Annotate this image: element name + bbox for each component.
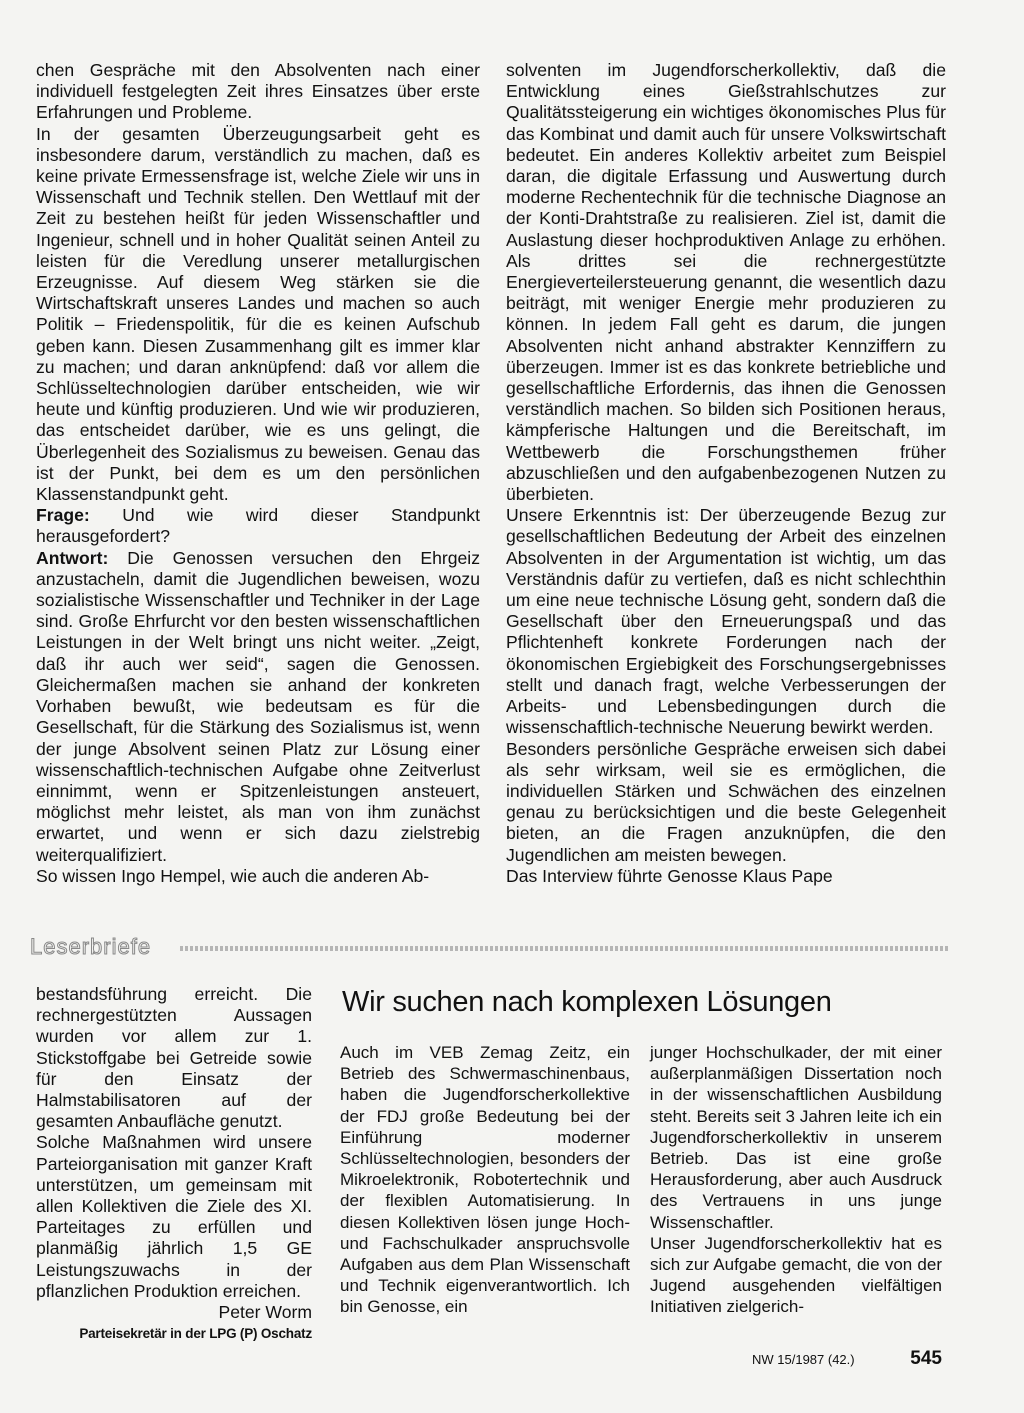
letter-column-previous bbox=[36, 984, 312, 1344]
letter-column-1 bbox=[340, 1042, 630, 1318]
paragraph: Besonders persönliche Gespräche erweisen sich dabei als sehr wirksam, weil sie es ermöglichen, die individuellen Stärken und Schwächen des einzelnen genau zu berücksichtigen und die beste Gelegenheit bieten, an die Fragen anzuknüpfen, die den Jugendlichen am meisten bewegen. bbox=[506, 738, 946, 865]
paragraph: Solche Maßnahmen wird unsere Parteiorganisation mit ganzer Kraft unterstützen, um gemeinsam mit allen Kollektiven die Ziele des XI. Parteitages zu erfüllen und planmäßig jährlich 1,5 GE Leistungszuwachs in der pflanzlichen Produktion erreichen. bbox=[36, 1132, 312, 1301]
question-paragraph bbox=[36, 505, 480, 547]
question-label: Frage: bbox=[36, 505, 90, 526]
article-column-right bbox=[506, 60, 946, 887]
paragraph: Unser Jugendforscherkollektiv hat es sich zur Aufgabe gemacht, die von der Jugend ausgehenden vielfältigen Initiativen zielgerich- bbox=[650, 1233, 942, 1317]
section-label: Leserbriefe bbox=[30, 934, 152, 959]
author-name: Peter Worm bbox=[218, 1302, 312, 1323]
paragraph: bestandsführung erreicht. Die rechnergestützten Aussagen wurden vor allem zur 1. Stickstoffgabe bei Getreide sowie für den Einsatz der Halmstabilisatoren auf der gesamten Anbaufläche genutzt. bbox=[36, 984, 312, 1132]
interview-credit: Das Interview führte Genosse Klaus Pape bbox=[506, 865, 833, 886]
paragraph: chen Gespräche mit den Absolventen nach einer individuell festgelegten Zeit ihres Einsatzes über erste Erfahrungen und Probleme. bbox=[36, 60, 480, 123]
answer-label: Antwort: bbox=[36, 547, 109, 568]
letter-headline: Wir suchen nach komplexen Lösungen bbox=[342, 986, 832, 1018]
letter-column-2 bbox=[650, 1042, 942, 1318]
answer-text: Die Genossen versuchen den Ehrgeiz anzustacheln, damit die Jugendlichen beweisen, wozu sozialistische Wissenschaftler und Techniker in der Lage sind. Große Ehrfurcht vor den besten wissenschaftlichen Leistungen in der Welt bringt uns nicht weiter. „Zeigt, daß ihr auch wer seid“, sagen die Genossen. Gleichermaßen machen sie anhand der konkreten Vorhaben bewußt, wie bedeutsam es für die Gesellschaft, für die Stärkung des Sozialismus ist, wenn der junge Absolvent seinen Platz zur Lösung einer wissenschaftlich-technischen Aufgabe ohne Zeitverlust einnimmt, wenn er Spitzenleistungen ansteuert, möglichst mehr leistet, als man von ihm zunächst erwartet, und wenn er sich dazu zielstrebig weiterqualifiziert. bbox=[36, 547, 480, 865]
paragraph: So wissen Ingo Hempel, wie auch die anderen Ab- bbox=[36, 865, 430, 886]
author-role: Parteisekretär in der LPG (P) Oschatz bbox=[79, 1326, 312, 1342]
page-footer bbox=[752, 1348, 942, 1372]
paragraph: solventen im Jugendforscherkollektiv, daß die Entwicklung eines Gießstrahlschutzes zur Qualitätssteigerung ein wichtiges ökonomisches Plus für das Kombinat und damit auch für unsere Volkswirtschaft bedeutet. Ein anderes Kollektiv arbeitet zum Beispiel daran, die digitale Erfassung und Auswertung durch moderne Rechentechnik für die technische Diagnose an der Konti-Drahtstraße zu realisieren. Ziel ist, damit die Auslastung dieser hochproduktiven Anlage zu erhöhen. Als drittes sei die rechnergestützte Energieverteilersteuerung genannt, die wesentlich dazu beiträgt, mit weniger Energie mehr produzieren zu können. In jedem Fall geht es darum, die jungen Absolventen nicht anhand abstrakter Kennziffern zu überzeugen. Immer ist es das konkrete betriebliche und gesellschaftliche Erfordernis, das ihnen die Genossen verständlich machen. So bilden sich Positionen heraus, kämpferische Haltungen und die Bereitschaft, im Wettbewerb die Forschungsthemen früher abzuschließen und den aufgabenbezogenen Nutzen zu überbieten. bbox=[506, 60, 946, 505]
paragraph: In der gesamten Überzeugungsarbeit geht es insbesondere darum, verständlich zu machen, daß es keine private Ermessensfrage ist, welche Ziele wir uns in Wissenschaft und Technik stellen. Den Wettlauf mit der Zeit zu bestehen heißt für jeden Wissenschaftler und Ingenieur, schnell und in hoher Qualität seinen Anteil zu leisten für die Veredlung unserer metallurgischen Erzeugnisse. Auf diesem Weg stärken sie die Wirtschaftskraft unseres Landes und machen so auch Politik – Friedenspolitik, für die es keinen Aufschub geben kann. Diesen Zusammenhang gilt es immer klar zu machen; und daran anknüpfend: daß vor allem die Schlüsseltechnologien darüber entscheiden, wie wir heute und künftig produzieren. Und wie wir produzieren, das entscheidet darüber, wie es uns gelingt, die Überlegenheit des Sozialismus zu beweisen. Genau das ist der Punkt, bei dem es um den persönlichen Klassenstandpunkt geht. bbox=[36, 123, 480, 505]
paragraph: junger Hochschulkader, der mit einer außerplanmäßigen Dissertation noch in der wissenschaftlichen Ausbildung steht. Bereits seit 3 Jahren leite ich ein Jugendforscherkollektiv in unserem Betrieb. Das ist eine große Herausforderung, aber auch Ausdruck des Vertrauens in uns junge Wissenschaftler. bbox=[650, 1043, 942, 1232]
question-text: Und wie wird dieser Standpunkt herausgefordert? bbox=[36, 505, 480, 547]
paragraph: Unsere Erkenntnis ist: Der überzeugende Bezug zur gesellschaftlichen Bedeutung der Arbeit des einzelnen Absolventen in der Argumentation ist wichtig, um das Verständnis dafür zu vertiefen, daß es nicht schlechthin um eine neue technische Lösung geht, sondern daß die Gesellschaft über den Erneuerungspaß und das Pflichtenheft konkrete Forderungen nach der ökonomischen Ergiebigkeit des Forschungsergebnisses stellt und danach fragt, welche Verbesserungen der Arbeits- und Lebensbedingungen durch die wissenschaftlich-technische Neuerung bewirkt werden. bbox=[506, 505, 946, 738]
issue-info: NW 15/1987 (42.) bbox=[752, 1352, 855, 1367]
paragraph: Auch im VEB Zemag Zeitz, ein Betrieb des Schwermaschinenbaus, haben die Jugendforscherkollektive der FDJ große Bedeutung bei der Einführung moderner Schlüsseltechnologien, besonders der Mikroelektronik, Robotertechnik und der flexiblen Automatisierung. In diesen Kollektiven lösen junge Hoch- und Fachschulkader anspruchsvolle Aufgaben aus dem Plan Wissenschaft und Technik eigenverantwortlich. Ich bin Genosse, ein bbox=[340, 1043, 630, 1317]
page-number: 545 bbox=[910, 1348, 942, 1369]
section-divider bbox=[30, 934, 950, 962]
article-column-left bbox=[36, 60, 480, 887]
divider-rule bbox=[180, 946, 950, 951]
answer-paragraph bbox=[36, 548, 480, 866]
